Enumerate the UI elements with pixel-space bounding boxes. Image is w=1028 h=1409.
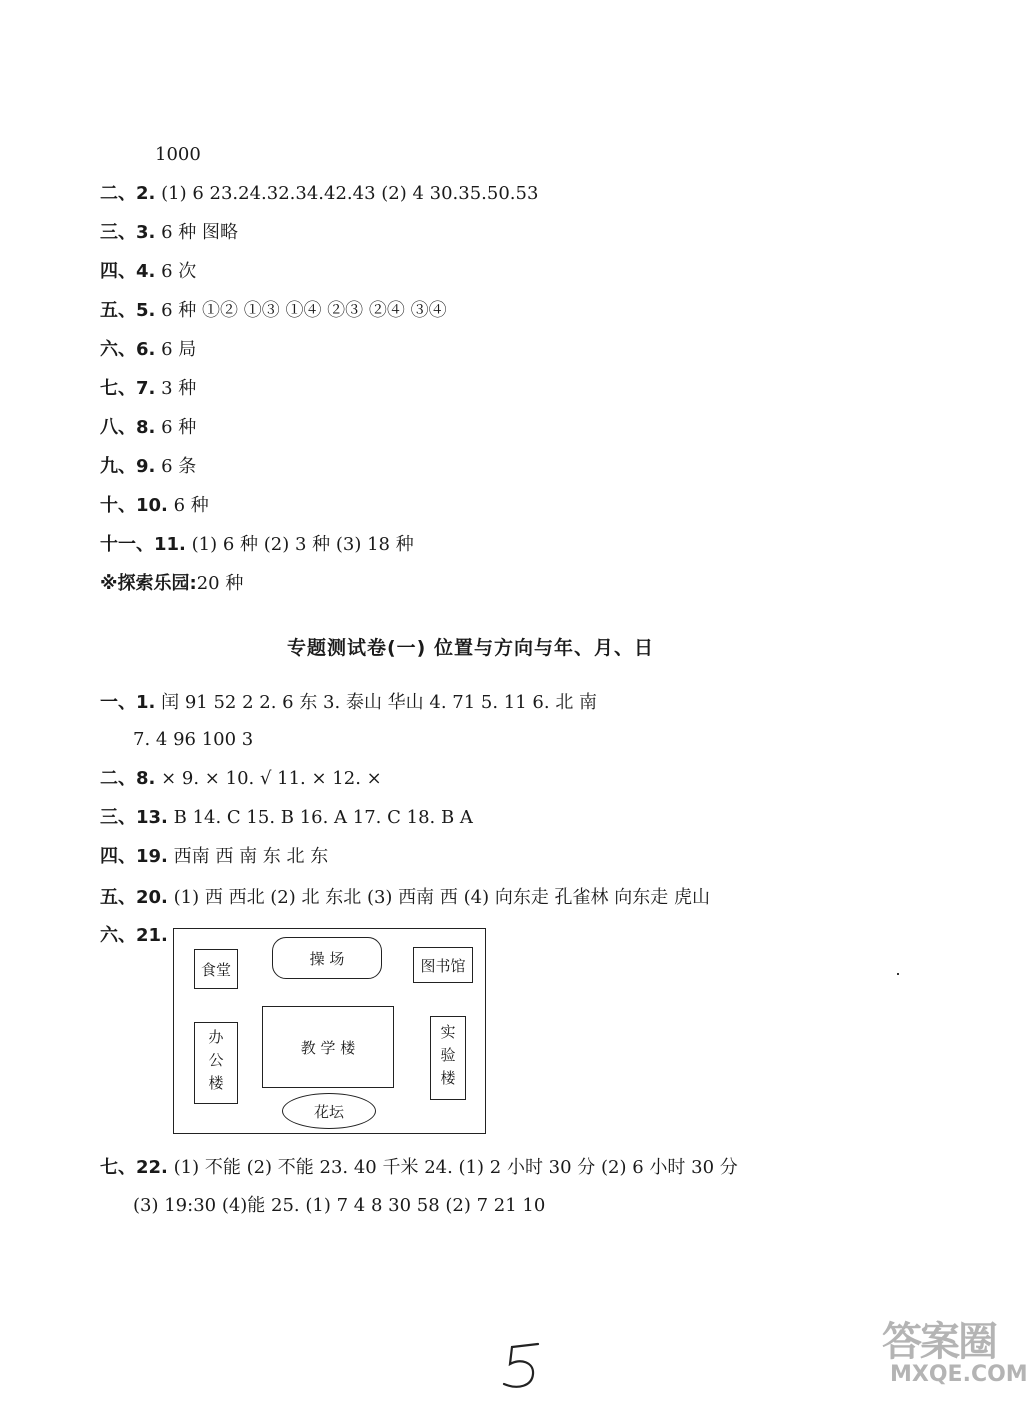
answer-line-12: ※探索乐园:20 种 <box>100 573 244 594</box>
answer-line-2: 二、2. (1) 6 23.24.32.34.42.43 (2) 4 30.35.50.53 <box>100 183 539 204</box>
answer-line-9: 九、9. 6 条 <box>100 456 197 477</box>
page-number-handwritten <box>498 1340 548 1396</box>
answer-line-13: 一、1. 闰 91 52 2 2. 6 东 3. 泰山 华山 4. 71 5. 11 6. 北 南 <box>100 692 598 713</box>
canteen-box: 食堂 <box>194 949 238 989</box>
playground-box: 操 场 <box>272 937 382 979</box>
answer-line-11: 十一、11. (1) 6 种 (2) 3 种 (3) 18 种 <box>100 534 414 555</box>
q21-label: 六、21. <box>100 925 168 946</box>
school-map <box>173 928 486 1134</box>
answer-line-20: (3) 19:30 (4)能 25. (1) 7 4 8 30 58 (2) 7 21 10 <box>133 1195 546 1216</box>
watermark-text-bottom: MXQE.COM <box>890 1362 1028 1387</box>
watermark-logo <box>880 1310 1028 1400</box>
answer-line-1: 1000 <box>155 144 201 165</box>
office-box: 办公楼 <box>194 1022 238 1104</box>
section-title: 专题测试卷(一) 位置与方向与年、月、日 <box>287 637 654 659</box>
answer-line-17: 四、19. 西南 西 南 东 北 东 <box>100 846 329 867</box>
answer-line-10: 十、10. 6 种 <box>100 495 209 516</box>
answer-line-8: 八、8. 6 种 <box>100 417 197 438</box>
answer-line-19: 七、22. (1) 不能 (2) 不能 23. 40 千米 24. (1) 2 小时 30 分 (2) 6 小时 30 分 <box>100 1157 738 1178</box>
answer-line-6: 六、6. 6 局 <box>100 339 197 360</box>
answer-line-15: 二、8. × 9. × 10. √ 11. × 12. × <box>100 768 382 789</box>
answer-line-14: 7. 4 96 100 3 <box>133 729 254 750</box>
lab-box: 实验楼 <box>430 1016 466 1100</box>
stray-dot <box>897 973 899 975</box>
garden-ellipse: 花坛 <box>282 1093 376 1129</box>
answer-line-3: 三、3. 6 种 图略 <box>100 222 239 243</box>
answer-line-5: 五、5. 6 种 ①② ①③ ①④ ②③ ②④ ③④ <box>100 300 447 321</box>
answer-line-16: 三、13. B 14. C 15. B 16. A 17. C 18. B A <box>100 807 473 828</box>
answer-line-18: 五、20. (1) 西 西北 (2) 北 东北 (3) 西南 西 (4) 向东走 孔雀林 向东走 虎山 <box>100 887 710 908</box>
teaching-building-box: 教 学 楼 <box>262 1006 394 1088</box>
library-box: 图书馆 <box>413 947 473 983</box>
answer-line-7: 七、7. 3 种 <box>100 378 197 399</box>
answer-line-4: 四、4. 6 次 <box>100 261 197 282</box>
watermark-text-top: 答案圈 <box>882 1319 996 1365</box>
